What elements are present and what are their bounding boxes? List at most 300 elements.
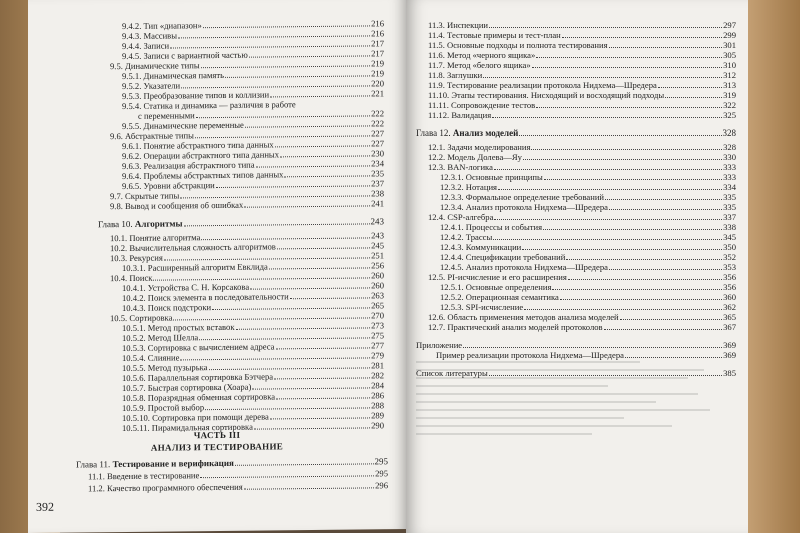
toc-entry-page: 328 <box>722 128 736 138</box>
leader-dots <box>605 199 722 200</box>
toc-entry-title <box>428 60 531 70</box>
toc-entry-number: 9.5.3. <box>122 90 142 102</box>
toc-entry <box>428 90 736 100</box>
toc-entry-text: Заглушки <box>447 70 483 80</box>
toc-entry-page: 290 <box>371 420 384 431</box>
toc-entry-number: 11.10. <box>428 90 450 100</box>
toc-entry-title <box>440 172 543 182</box>
toc-entry-title <box>98 218 183 229</box>
leader-dots <box>531 149 722 150</box>
toc-entry <box>440 172 736 182</box>
toc-entry-number: 10.5.8. <box>122 392 146 404</box>
leader-dots <box>536 57 722 58</box>
leader-dots <box>562 37 722 38</box>
toc-entry-number: 10.5.5. <box>122 362 146 374</box>
toc-entry-text: Операционная семантика <box>465 292 559 302</box>
toc-entry-page: 295 <box>374 456 388 467</box>
toc-entry-page: 338 <box>723 222 736 232</box>
toc-entry-title <box>122 352 179 363</box>
toc-entry-page: 275 <box>371 330 384 341</box>
toc-entry-title <box>428 70 482 80</box>
toc-entry <box>428 70 736 80</box>
toc-entry-number: 12.1. <box>428 142 446 152</box>
toc-entry-number: 12.4.5. <box>440 262 464 272</box>
leader-dots <box>522 249 722 250</box>
toc-entry-page: 350 <box>723 242 736 252</box>
toc-entry-number: 9.6.4. <box>122 170 142 182</box>
toc-entry-number: 10.1. <box>110 232 128 244</box>
leader-dots <box>543 229 722 230</box>
right-page <box>406 0 748 533</box>
toc-entry <box>440 252 736 262</box>
toc-entry-text: Спецификации требований <box>465 252 566 262</box>
toc-entry-text: Пирамидальная сортировка <box>151 421 253 433</box>
leader-dots <box>494 219 722 220</box>
toc-entry-title <box>110 273 152 283</box>
toc-entry-page: 369 <box>723 340 736 350</box>
toc-entry <box>416 340 736 350</box>
toc-entry-page: 219 <box>371 58 384 69</box>
toc-entry-number: 10.5.10. <box>122 412 150 424</box>
leader-dots <box>524 309 722 310</box>
toc-entry-number: 12.4.3. <box>440 242 464 252</box>
toc-entry-page: 330 <box>723 152 736 162</box>
toc-entry-page: 277 <box>371 340 384 351</box>
toc-entry <box>428 312 736 322</box>
toc-entry-number: 9.5.1. <box>122 70 142 82</box>
toc-entry-title <box>88 470 199 481</box>
toc-entry <box>428 100 736 110</box>
toc-entry-number: 10.4. <box>110 272 128 284</box>
toc-entry-text: Абстрактные типы <box>125 130 194 141</box>
toc-entry-page: 270 <box>371 310 384 321</box>
toc-entry-text: Введение в тестирование <box>107 470 200 482</box>
toc-entry-text: Понятие абстрактного типа данных <box>143 139 274 151</box>
toc-entry-title <box>122 422 253 433</box>
toc-entry-number: 12.5. <box>428 272 446 282</box>
toc-entry <box>428 212 736 222</box>
toc-entry-page: 227 <box>371 128 384 139</box>
left-page <box>28 0 406 533</box>
leader-dots <box>269 267 370 269</box>
leader-dots <box>290 297 370 299</box>
toc-entry-title <box>440 252 565 262</box>
toc-entry-number: 9.5.4. <box>122 100 142 112</box>
toc-entry-page: 260 <box>371 270 384 281</box>
toc-entry-title <box>428 212 493 222</box>
toc-entry-text: Расширенный алгоритм Евклида <box>147 261 268 273</box>
toc-entry-text: Коммуникации <box>465 242 522 252</box>
toc-entry-title <box>436 350 624 360</box>
toc-entry-title <box>440 302 523 312</box>
toc-entry-page: 337 <box>723 212 736 222</box>
toc-entry-title <box>122 41 169 51</box>
toc-entry-text: Слияние <box>147 352 180 363</box>
toc-entry-text: Пример реализации протокола Нидхема—Шредера <box>436 350 624 360</box>
toc-entry-number: 11.6. <box>428 50 445 60</box>
toc-entry-text: PI-исчисление и его расширения <box>447 272 567 282</box>
toc-entry-text: Поиск подстроки <box>147 302 212 313</box>
toc-entry-page: 289 <box>371 410 384 421</box>
toc-entry-page: 265 <box>371 300 384 311</box>
toc-entry-number: 12.5.3. <box>440 302 464 312</box>
toc-entry-number: 9.6.2. <box>122 150 142 162</box>
toc-entry-number: 10.5.4. <box>122 352 146 364</box>
leader-dots <box>609 47 723 48</box>
toc-entry-text: Скрытые типы <box>125 190 180 201</box>
toc-entry-text: Устройства С. Н. Корсакова <box>147 281 250 293</box>
toc-entry-page: 325 <box>723 110 736 120</box>
toc-entry-page: 281 <box>371 360 384 371</box>
toc-entry-text: Вычислительная сложность алгоритмов <box>129 241 276 253</box>
toc-entry-page: 367 <box>723 322 736 332</box>
toc-entry-page: 356 <box>723 282 736 292</box>
leader-dots <box>274 377 370 379</box>
leader-dots <box>566 259 722 260</box>
book-cover-right <box>740 0 800 533</box>
toc-entry <box>440 192 736 202</box>
toc-entry-title <box>440 232 492 242</box>
toc-entry-number: 9.6.5. <box>122 180 142 192</box>
toc-entry-title <box>440 292 559 302</box>
toc-entry <box>416 128 736 138</box>
toc-entry-text: Область применения методов анализа моделей <box>447 312 619 322</box>
toc-entry-page: 273 <box>371 320 384 331</box>
toc-entry-number: 12.3.3. <box>440 192 464 202</box>
toc-entry-text: Динамические переменные <box>143 119 244 131</box>
toc-entry-number: 9.4.4. <box>122 40 142 52</box>
toc-entry-number: 10.5.1. <box>122 322 146 334</box>
toc-entry <box>416 368 736 378</box>
toc-entry-page: 360 <box>723 292 736 302</box>
toc-entry-number: 10.5. <box>110 312 128 324</box>
toc-entry-text: Реализация абстрактного типа <box>143 159 255 171</box>
toc-entry-text: Качество программного обеспечения <box>107 481 243 494</box>
leader-dots <box>625 357 722 358</box>
toc-entry-page: 230 <box>371 148 384 159</box>
toc-entry-page: 352 <box>723 252 736 262</box>
toc-entry-text: Статика и динамика — различия в работе <box>143 99 296 111</box>
toc-entry-number: 10.4.2. <box>122 292 146 304</box>
leader-dots <box>489 375 722 376</box>
toc-entry-text: Алгоритмы <box>134 218 183 229</box>
toc-entry-text: SPI-исчисление <box>465 302 524 312</box>
toc-entry <box>76 456 388 469</box>
toc-entry-number: 11.5. <box>428 40 445 50</box>
toc-entry-page: 286 <box>371 390 384 401</box>
toc-entry-page: 263 <box>371 290 384 301</box>
leader-dots <box>225 75 370 78</box>
leader-dots <box>275 145 370 147</box>
toc-entry-text: Валидация <box>451 110 492 120</box>
leader-dots <box>249 55 370 57</box>
toc-entry <box>88 480 388 493</box>
toc-entry-page: 299 <box>723 30 736 40</box>
toc-entry-page: 356 <box>723 272 736 282</box>
toc-entry-text: Поразрядная обменная сортировка <box>147 391 276 403</box>
toc-entry-number: 9.6.1. <box>122 140 142 152</box>
toc-entry-text: Преобразование типов и коллизии <box>143 89 270 101</box>
part-title: АНАЛИЗ И ТЕСТИРОВАНИЕ <box>150 441 284 453</box>
toc-entry-title <box>416 368 488 378</box>
leader-dots <box>250 287 370 289</box>
toc-entry-text: Процессы и события <box>465 222 543 232</box>
toc-entry-page: 334 <box>723 182 736 192</box>
toc-entry-text: Массивы <box>143 30 178 41</box>
toc-entry <box>440 232 736 242</box>
toc-entry <box>428 142 736 152</box>
toc-entry-text: Метод Шелла <box>147 332 199 343</box>
toc-entry-number: 11.3. <box>428 20 445 30</box>
toc-entry-title <box>428 50 535 60</box>
toc-entry-text: Практический анализ моделей протоколов <box>447 322 603 332</box>
toc-entry <box>428 110 736 120</box>
toc-entry-number: 9.5.2. <box>122 80 142 92</box>
leader-dots <box>184 223 370 226</box>
toc-entry-number: 9.6.3. <box>122 160 142 172</box>
toc-entry-page: 221 <box>371 88 384 99</box>
leader-dots <box>284 175 370 177</box>
toc-entry-page: 234 <box>371 158 384 169</box>
faded-imprint <box>416 355 736 525</box>
toc-entry-number: 11.1. <box>88 471 105 482</box>
toc-entry-page: 237 <box>371 178 384 189</box>
leader-dots <box>489 27 722 28</box>
leader-dots <box>244 205 370 207</box>
toc-entry <box>88 468 388 481</box>
toc-entry-page: 353 <box>723 262 736 272</box>
toc-entry-number: Глава 11. <box>76 459 111 470</box>
toc-entry <box>428 80 736 90</box>
toc-entry-title <box>76 458 234 470</box>
toc-entry-text: Метод «белого ящика» <box>447 60 531 70</box>
toc-entry-page: 216 <box>371 28 384 39</box>
leader-dots <box>245 125 370 127</box>
toc-entry-text: Модель Долева—Яу <box>447 152 522 162</box>
leader-dots <box>276 347 371 349</box>
toc-entry-number: 12.5.2. <box>440 292 464 302</box>
toc-entry-text: Задачи моделирования <box>447 142 531 152</box>
toc-entry-title <box>428 90 664 100</box>
toc-entry-page: 295 <box>375 468 388 479</box>
toc-entry <box>428 162 736 172</box>
toc-entry-number: 10.3. <box>110 252 128 264</box>
toc-entry-text: Поиск <box>129 272 153 283</box>
toc-entry-text: Основные подходы и полнота тестирования <box>447 40 608 50</box>
leader-dots <box>270 95 370 97</box>
toc-entry-text: Список литературы <box>416 368 488 378</box>
toc-entry-text: Метод пузырька <box>147 362 208 373</box>
toc-entry-text: Приложение <box>416 340 463 350</box>
toc-entry-title <box>428 40 608 50</box>
toc-entry-text: Указатели <box>143 80 181 91</box>
toc-entry-page: 310 <box>723 60 736 70</box>
leader-dots <box>244 487 374 489</box>
toc-entry <box>440 292 736 302</box>
toc-entry-page: 313 <box>723 80 736 90</box>
toc-entry-title <box>428 20 488 30</box>
toc-entry-number: Глава 12. <box>416 128 451 138</box>
leader-dots <box>552 289 722 290</box>
toc-entry <box>428 20 736 30</box>
leader-dots <box>494 169 722 170</box>
toc-entry-number: 12.3.2. <box>440 182 464 192</box>
toc-entry-text: CSP-алгебра <box>447 212 494 222</box>
toc-entry-number: 10.5.9. <box>122 402 146 414</box>
toc-entry-text: Поиск элемента в последовательности <box>147 291 289 303</box>
toc-entry-text: Этапы тестирования. Нисходящий и восходящий подходы <box>451 90 665 100</box>
toc-entry-title <box>428 142 530 152</box>
leader-dots <box>609 269 722 270</box>
toc-entry-title <box>440 262 608 272</box>
toc-entry-text: BAN-логика <box>447 162 493 172</box>
toc-entry-number: 10.5.11. <box>122 422 150 434</box>
toc-entry-text: Нотация <box>465 182 498 192</box>
toc-entry <box>440 182 736 192</box>
toc-entry-page: 251 <box>371 250 384 261</box>
toc-entry <box>440 262 736 272</box>
toc-entry-number: 11.12. <box>428 110 450 120</box>
toc-entry-page: 245 <box>371 240 384 251</box>
toc-entry-text: Проблемы абстрактных типов данных <box>143 169 284 181</box>
toc-entry-text: Уровни абстракции <box>143 180 215 191</box>
leader-dots <box>544 179 722 180</box>
toc-entry-number: 9.5.5. <box>122 120 142 132</box>
toc-entry-number: 12.6. <box>428 312 446 322</box>
toc-entry-page: 301 <box>723 40 736 50</box>
toc-entry-title <box>428 272 567 282</box>
toc-entry-title <box>416 128 518 138</box>
toc-entry-number: 12.2. <box>428 152 446 162</box>
leader-dots <box>568 279 722 280</box>
toc-entry-text: Сортировка <box>129 312 173 323</box>
toc-entry-number: 12.4.2. <box>440 232 464 242</box>
toc-entry <box>440 222 736 232</box>
leader-dots <box>254 427 370 429</box>
toc-entry-page: 222 <box>371 118 384 129</box>
toc-entry-page: 345 <box>723 232 736 242</box>
toc-entry-page: 284 <box>371 380 384 391</box>
toc-entry-page: 296 <box>375 480 388 491</box>
leader-dots <box>658 87 722 88</box>
toc-entry-title <box>122 80 180 91</box>
toc-entry-page: 241 <box>371 198 384 209</box>
toc-entry-page: 335 <box>723 202 736 212</box>
toc-entry <box>440 302 736 312</box>
toc-entry-number: 11.9. <box>428 80 445 90</box>
toc-entry-text: Понятие алгоритма <box>129 232 201 243</box>
toc-entry-text: Простой выбор <box>147 402 205 413</box>
toc-entry-page: 235 <box>371 168 384 179</box>
toc-entry-text: Сортировка при помощи дерева <box>152 411 269 423</box>
toc-entry-number: 12.4.4. <box>440 252 464 262</box>
leader-dots <box>463 347 722 348</box>
toc-entry-title <box>428 110 491 120</box>
toc-entry-page: 260 <box>371 280 384 291</box>
leader-dots <box>498 189 722 190</box>
toc-entry-page: 256 <box>371 260 384 271</box>
toc-entry-page: 243 <box>370 216 384 227</box>
toc-entry-text: Рекурсия <box>129 252 163 263</box>
toc-entry <box>436 350 736 360</box>
toc-entry-number: 12.3. <box>428 162 446 172</box>
toc-entry-page: 335 <box>723 192 736 202</box>
toc-entry <box>440 282 736 292</box>
toc-entry-number: 9.4.5. <box>122 50 142 62</box>
toc-entry-text: Метод «черного ящика» <box>447 50 536 60</box>
toc-entry-title <box>428 100 535 110</box>
toc-entry-page: 312 <box>723 70 736 80</box>
leader-dots <box>493 239 722 240</box>
toc-entry-page: 319 <box>723 90 736 100</box>
toc-entry-text: Вывод и сообщения об ошибках <box>125 199 244 211</box>
leader-dots <box>536 107 722 108</box>
toc-entry-page: 219 <box>371 68 384 79</box>
toc-entry-text: Операции абстрактного типа данных <box>143 149 279 161</box>
part-label: ЧАСТЬ III <box>193 429 241 441</box>
toc-entry-text: с переменными <box>138 110 195 121</box>
toc-entry-number: 12.4.1. <box>440 222 464 232</box>
toc-entry-page: 220 <box>371 78 384 89</box>
toc-entry-number: 11.2. <box>88 483 105 494</box>
toc-entry-text: Основные принципы <box>465 172 543 182</box>
toc-entry-text: Инспекции <box>447 20 489 30</box>
toc-entry-number: 9.8. <box>110 201 123 212</box>
toc-entry-page: 216 <box>371 18 384 29</box>
leader-dots <box>604 329 723 330</box>
toc-entry-number: 11.4. <box>428 30 445 40</box>
leader-dots <box>532 67 722 68</box>
toc-entry <box>428 40 736 50</box>
leader-dots <box>235 463 374 465</box>
toc-entry-page: 362 <box>723 302 736 312</box>
toc-entry-text: Основные определения <box>465 282 552 292</box>
toc-entry-number: Глава 10. <box>98 218 133 230</box>
toc-entry-page: 282 <box>371 370 384 381</box>
toc-entry-number: 10.5.6. <box>122 372 146 384</box>
toc-entry-text: Записи <box>143 40 170 51</box>
toc-entry-title <box>110 200 243 211</box>
toc-entry-text: Анализ протокола Нидхема—Шредера <box>465 202 608 212</box>
leader-dots <box>523 159 722 160</box>
toc-entry-number: 9.4.2. <box>122 20 142 32</box>
toc-entry-number: 12.7. <box>428 322 446 332</box>
toc-entry-title <box>440 222 542 232</box>
toc-entry-text: Анализ моделей <box>452 128 519 138</box>
toc-entry-text: Сортировка с вычислением адреса <box>147 341 275 353</box>
leader-dots <box>236 327 371 329</box>
toc-entry-number: 12.5.1. <box>440 282 464 292</box>
toc-entry-text: Формальное определение требований <box>465 192 605 202</box>
toc-entry-page: 333 <box>723 172 736 182</box>
toc-entry-title <box>110 253 163 264</box>
toc-entry-page: 222 <box>371 108 384 119</box>
leader-dots <box>620 319 722 320</box>
toc-entry-title <box>138 110 195 121</box>
toc-entry-number: 12.3.4. <box>440 202 464 212</box>
toc-entry-text: Тестирование и верификация <box>112 457 234 470</box>
leader-dots <box>519 135 721 136</box>
leader-dots <box>256 165 371 167</box>
toc-entry-page: 238 <box>371 188 384 199</box>
toc-entry <box>440 202 736 212</box>
toc-entry-number: 10.5.7. <box>122 382 146 394</box>
toc-entry-title <box>428 152 522 162</box>
toc-entry-text: Тестовые примеры и тест-план <box>447 30 561 40</box>
leader-dots <box>609 209 722 210</box>
toc-entry-page: 288 <box>371 400 384 411</box>
toc-entry <box>428 30 736 40</box>
